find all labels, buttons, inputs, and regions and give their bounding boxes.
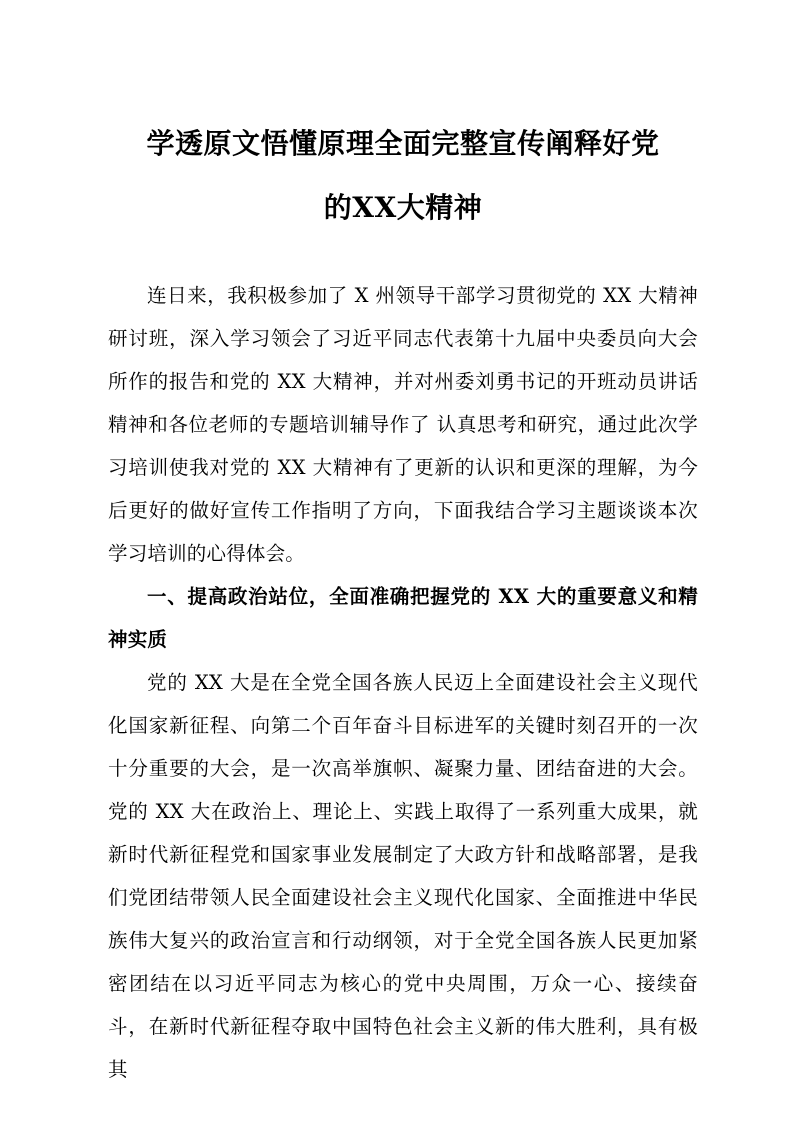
page-title <box>108 112 698 240</box>
paragraph-intro: 连日来，我积极参加了 X 州领导干部学习贯彻党的 XX 大精神研讨班，深入学习领会了习近平同志代表第十九届中央委员向大会所作的报告和党的 XX 大精神，并对州委刘勇书记的开班动员讲话精神和各位老师的专题培训辅导作了 认真思考和研究，通过此次学习培训使我对党的 XX 大精神有了更新的认识和更深的理解，为今后更好的做好宣传工作指明了方向，下面我结合学习主题谈谈本次学习培训的心得体会。 <box>108 284 698 565</box>
section-heading-one: 一、提高政治站位，全面准确把握党的 XX 大的重要意义和精神实质 <box>108 585 698 651</box>
paragraph-section-one-body: 党的 XX 大是在全党全国各族人民迈上全面建设社会主义现代化国家新征程、向第二个百年奋斗目标进军的关键时刻召开的一次十分重要的大会，是一次高举旗帜、凝聚力量、团结奋进的大会。党的 XX 大在政治上、理论上、实践上取得了一系列重大成果，就新时代新征程党和国家事业发展制定了大政方针和战略部署，是我们党团结带领人民全面建设社会主义现代化国家、全面推进中华民族伟大复兴的政治宣言和行动纲领，对于全党全国各族人民更加紧密团结在以习近平同志为核心的党中央周围，万众一心、接续奋斗，在新时代新征程夺取中国特色社会主义新的伟大胜利，具有极其 <box>108 671 698 1081</box>
page-title-line-1: 学透原文悟懂原理全面完整宣传阐释好党 <box>146 127 660 160</box>
page-title-line-2: 的XX大精神 <box>323 191 483 224</box>
